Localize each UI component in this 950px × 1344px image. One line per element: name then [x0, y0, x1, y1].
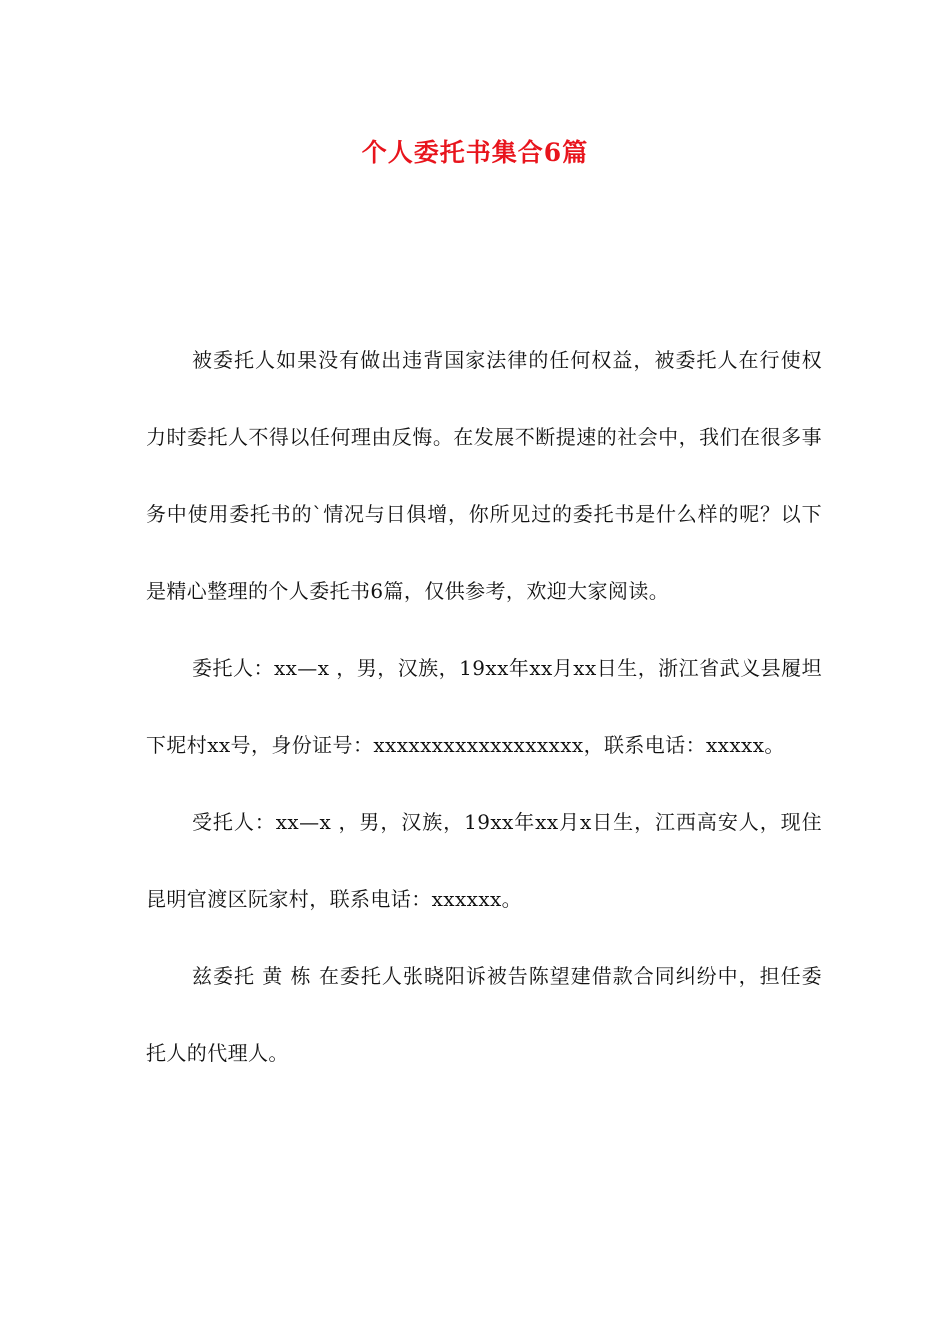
paragraph-intro: 被委托人如果没有做出违背国家法律的任何权益，被委托人在行使权力时委托人不得以任何理由反悔。在发展不断提速的社会中，我们在很多事务中使用委托书的`情况与日俱增，你所见过的委托书是什么样的呢？以下是精心整理的个人委托书6篇，仅供参考，欢迎大家阅读。 — [146, 348, 822, 603]
document-title: 个人委托书集合6篇 — [361, 138, 589, 167]
paragraph-principal: 委托人：xx—x ，男，汉族，19xx年xx月xx日生，浙江省武义县履坦下坭村xx号，身份证号：xxxxxxxxxxxxxxxxxx，联系电话：xxxxx。 — [146, 656, 822, 757]
document-body — [146, 322, 822, 1092]
paragraph-agent: 受托人：xx—x ，男，汉族，19xx年xx月x日生，江西高安人，现住昆明官渡区阮家村，联系电话：xxxxxx。 — [146, 810, 822, 911]
paragraph-entrustment: 兹委托 黄 栋 在委托人张晓阳诉被告陈望建借款合同纠纷中，担任委托人的代理人。 — [146, 964, 822, 1065]
